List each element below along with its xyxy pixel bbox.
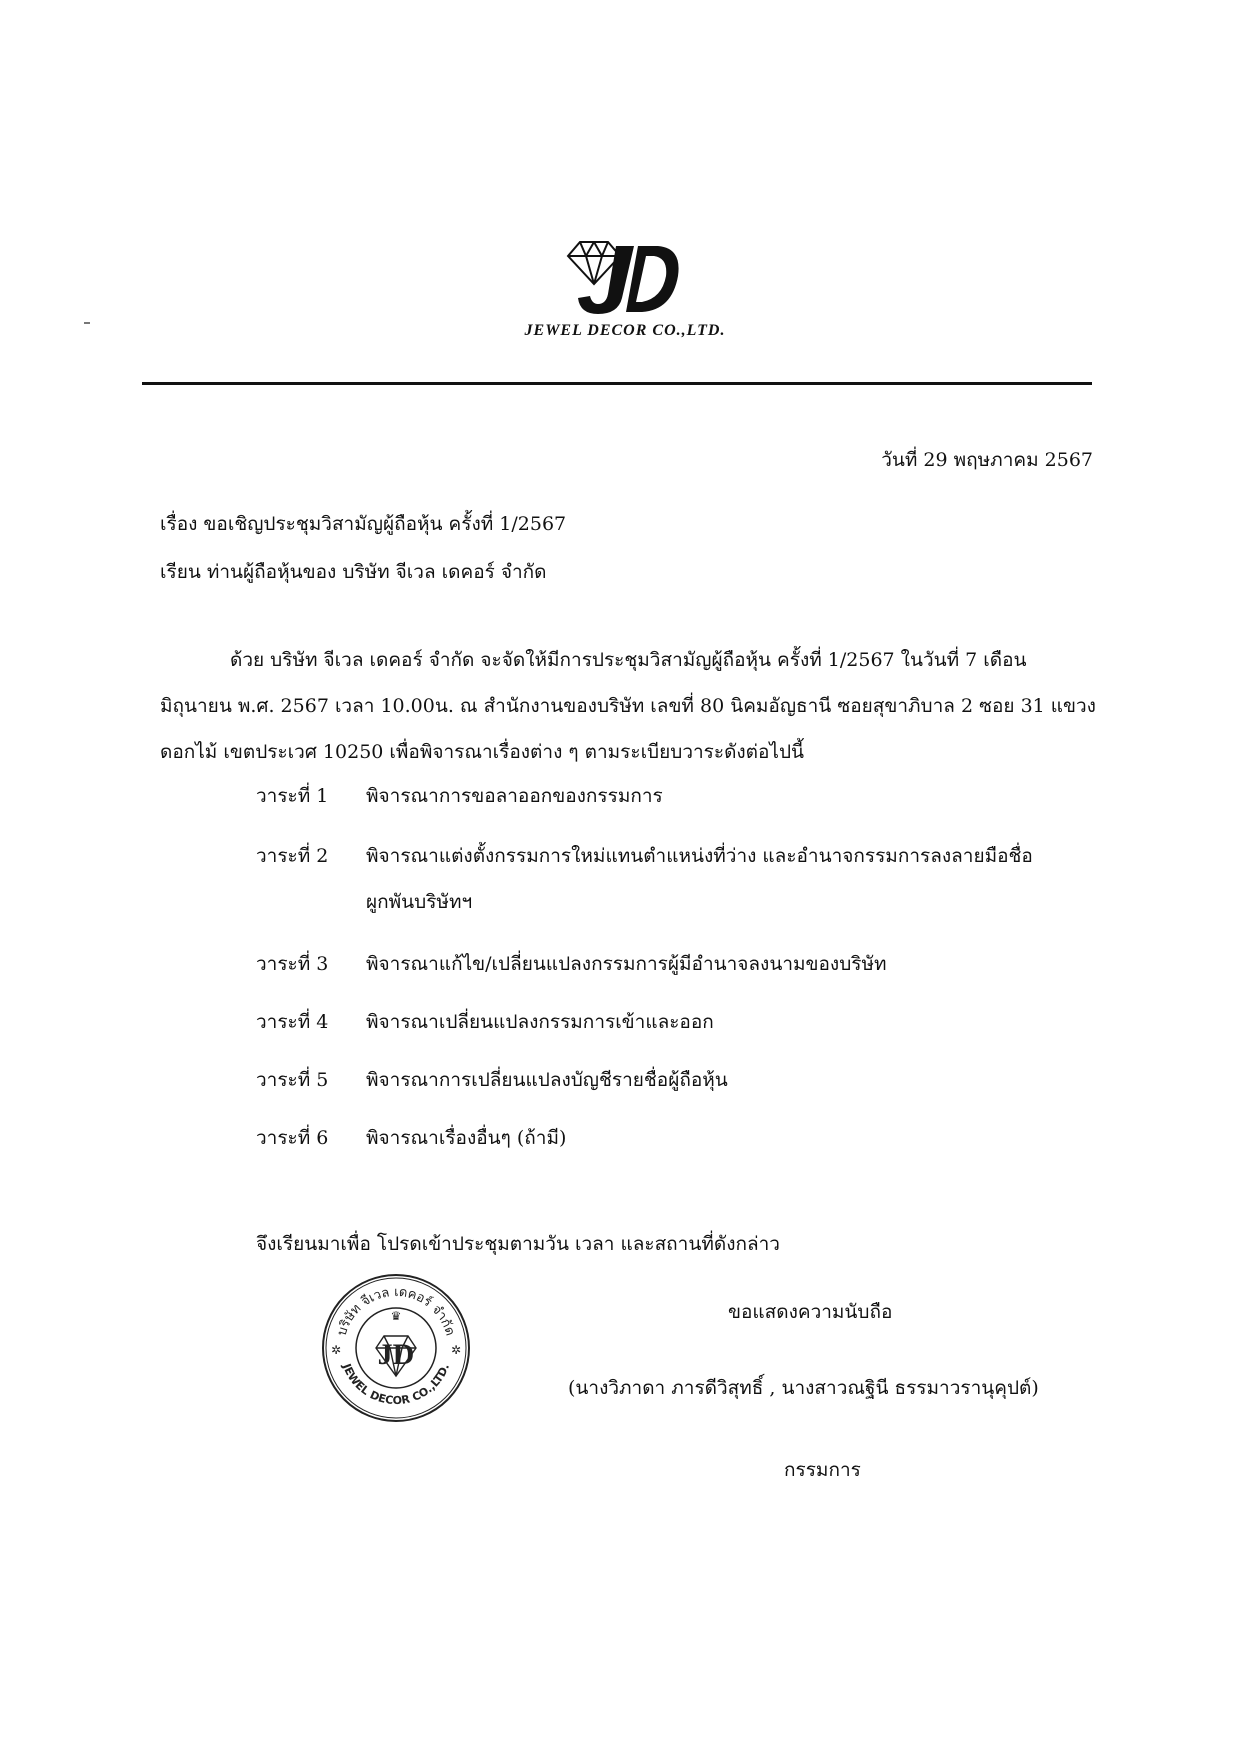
agenda-number: วาระที่ 1 — [256, 785, 329, 807]
agenda-number: วาระที่ 5 — [256, 1069, 329, 1091]
agenda-text: พิจารณาเปลี่ยนแปลงกรรมการเข้าและออก — [366, 1011, 714, 1033]
agenda-number: วาระที่ 3 — [256, 953, 329, 975]
agenda-number: วาระที่ 4 — [256, 1011, 329, 1033]
agenda-text: พิจารณาแต่งตั้งกรรมการใหม่แทนตำแหน่งที่ว่าง และอำนาจกรรมการลงลายมือชื่อ — [366, 845, 1033, 867]
closing-line: จึงเรียนมาเพื่อ โปรดเข้าประชุมตามวัน เวลา และสถานที่ดังกล่าว — [256, 1233, 780, 1255]
logo-letter-d — [626, 246, 679, 312]
agenda-text: พิจารณาการขอลาออกของกรรมการ — [366, 785, 663, 807]
company-name: JEWEL DECOR CO.,LTD. — [524, 322, 726, 339]
signer-names: (นางวิภาดา ภารดีวิสุทธิ์ , นางสาวณฐินี ธรรมาวรานุคุปต์) — [568, 1377, 1039, 1399]
agenda-text: พิจารณาเรื่องอื่นๆ (ถ้ามี) — [366, 1127, 567, 1149]
agenda-text-block — [366, 844, 1086, 914]
body-line-3: ดอกไม้ เขตประเวศ 10250 เพื่อพิจารณาเรื่องต่าง ๆ ตามระเบียบวาระดังต่อไปนี้ — [160, 741, 805, 763]
agenda-number: วาระที่ 2 — [256, 845, 329, 867]
seal-flower-icon: ✲ — [450, 1343, 462, 1357]
seal-english-text: JEWEL DECOR CO.,LTD. — [339, 1361, 453, 1408]
letter-date: วันที่ 29 พฤษภาคม 2567 — [881, 449, 1093, 471]
agenda-number: วาระที่ 6 — [256, 1127, 329, 1149]
regards-line: ขอแสดงความนับถือ — [728, 1301, 893, 1323]
company-seal — [320, 1272, 472, 1424]
letter-subject: เรื่อง ขอเชิญประชุมวิสามัญผู้ถือหุ้น ครั้งที่ 1/2567 — [160, 513, 567, 535]
letter-recipient: เรียน ท่านผู้ถือหุ้นของ บริษัท จีเวล เดคอร์ จำกัด — [160, 561, 547, 583]
body-line-1: ด้วย บริษัท จีเวล เดคอร์ จำกัด จะจัดให้มีการประชุมวิสามัญผู้ถือหุ้น ครั้งที่ 1/2567 ในวันที่ 7 เดือน — [230, 649, 1027, 671]
agenda-text-continued: ผูกพันบริษัทฯ — [366, 891, 473, 913]
seal-flower-icon: ✲ — [330, 1343, 342, 1357]
body-line-2: มิถุนายน พ.ศ. 2567 เวลา 10.00น. ณ สำนักงานของบริษัท เลขที่ 80 นิคมอัญธานี ซอยสุขาภิบาล 2 ซอย 31 แขวง — [160, 695, 1096, 717]
seal-thai-text: บริษัท จีเวล เดคอร์ จำกัด — [334, 1284, 458, 1338]
company-logo — [564, 236, 684, 318]
agenda-text: พิจารณาการเปลี่ยนแปลงบัญชีรายชื่อผู้ถือหุ้น — [366, 1069, 728, 1091]
agenda-text: พิจารณาแก้ไข/เปลี่ยนแปลงกรรมการผู้มีอำนาจลงนามของบริษัท — [366, 953, 887, 975]
scan-speck — [84, 322, 90, 324]
seal-crown-icon: ♛ — [390, 1309, 402, 1323]
signer-position: กรรมการ — [784, 1459, 861, 1481]
letterhead-divider — [142, 382, 1092, 385]
seal-monogram: JD — [377, 1338, 415, 1371]
